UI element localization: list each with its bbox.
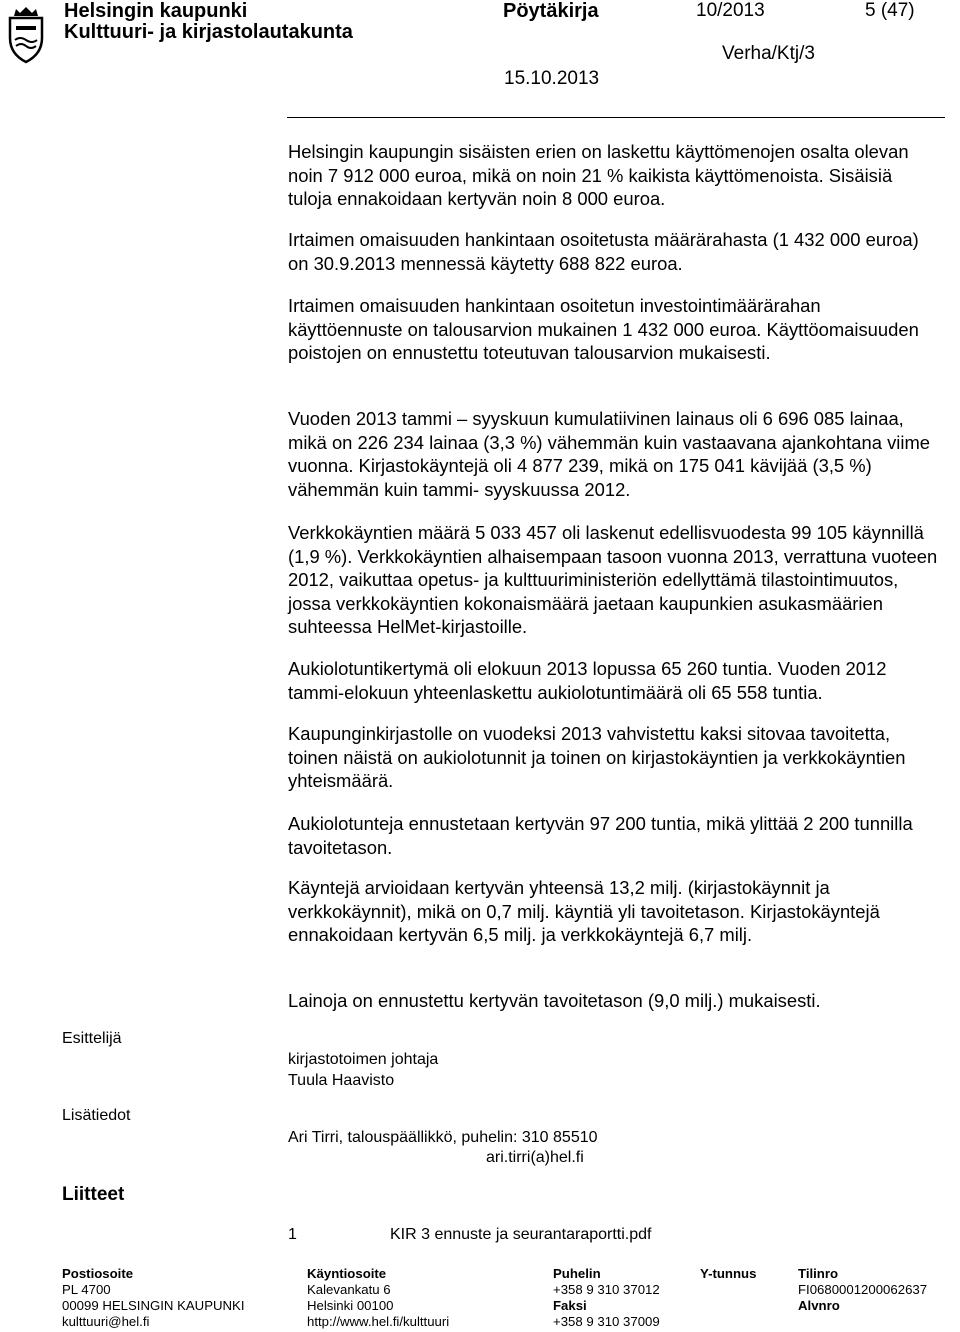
phone-value: +358 9 310 37012	[553, 1282, 660, 1297]
paragraph: Kaupunginkirjastolle on vuodeksi 2013 vahvistettu kaksi sitovaa tavoitetta, toinen näistä on aukiolotunnit ja toinen on kirjastokäyntien ja verkkokäyntien yhteismäärä.	[288, 723, 906, 792]
paragraph: Aukiolotuntikertymä oli elokuun 2013 lopussa 65 260 tuntia. Vuoden 2012 tammi-elokuun yhteenlaskettu aukiolotuntimäärä oli 65 558 tuntia.	[288, 658, 887, 703]
footer-phone	[553, 1266, 660, 1330]
visit-line-1: Kalevankatu 6	[307, 1282, 391, 1297]
footer-bank	[798, 1266, 927, 1314]
paragraph: Lainoja on ennustettu kertyvän tavoitetason (9,0 milj.) mukaisesti.	[288, 990, 821, 1011]
paragraph: Verkkokäyntien määrä 5 033 457 oli laskenut edellisvuodesta 99 105 käynnillä (1,9 %). Verkkokäyntien alhaisempaan tasoon vuonna 2013, verrattuna vuoteen 2012, vaikuttaa opetus- ja kulttuuriministeriön edellyttämä tilastointimuutos, jossa verkkokäyntien kokonaismäärä jaetaan kaupunkien asukasmäärien suhteessa HelMet-kirjastoille.	[288, 522, 938, 638]
paragraph: Irtaimen omaisuuden hankintaan osoitetusta määrärahasta (1 432 000 euroa) on 30.9.2013 mennessä käytetty 688 822 euroa.	[288, 229, 919, 274]
footer-ytunnus	[700, 1266, 756, 1282]
board-name: Kulttuuri- ja kirjastolautakunta	[64, 21, 353, 43]
attachments-label: Liitteet	[62, 1184, 125, 1205]
paragraph: Käyntejä arvioidaan kertyvän yhteensä 13,2 milj. (kirjastokäynnit ja verkkokäynnit), mikä on 0,7 milj. käyntiä yli tavoitetason. Kirjastokäyntejä ennakoidaan kertyvän 6,5 milj. ja verkkokäyntejä 6,7 milj.	[288, 877, 880, 946]
reference-code: Verha/Ktj/3	[722, 43, 815, 64]
postal-line-1: PL 4700	[62, 1282, 111, 1297]
document-type: Pöytäkirja	[503, 0, 599, 22]
attachment-link[interactable]: KIR 3 ennuste ja seurantaraportti.pdf	[390, 1226, 652, 1243]
header-rule	[287, 117, 945, 118]
fax-label: Faksi	[553, 1298, 587, 1313]
document-number: 10/2013	[696, 0, 765, 21]
vat-label: Alvnro	[798, 1298, 840, 1313]
bank-value: FI0680001200062637	[798, 1282, 928, 1297]
visit-label: Käyntiosoite	[307, 1266, 387, 1281]
meeting-date: 15.10.2013	[504, 68, 600, 89]
phone-label: Puhelin	[553, 1266, 601, 1281]
paragraph: Helsingin kaupungin sisäisten erien on laskettu käyttömenojen osalta olevan noin 7 912 000 euroa, mikä on noin 21 % kaikista käyttömenoista. Sisäisiä tuloja ennakoidaan kertyvän noin 8 000 euroa.	[288, 141, 909, 210]
presenter-label: Esittelijä	[62, 1030, 122, 1047]
paragraph: Aukiolotunteja ennustetaan kertyvän 97 200 tuntia, mikä ylittää 2 200 tunnilla tavoitetason.	[288, 813, 913, 858]
ytunnus-label: Y-tunnus	[700, 1266, 757, 1281]
presenter-name: Tuula Haavisto	[288, 1072, 395, 1089]
contact-line: Ari Tirri, talouspäällikkö, puhelin: 310 85510	[288, 1129, 598, 1146]
contact-email: ari.tirri(a)hel.fi	[486, 1149, 584, 1166]
paragraph: Irtaimen omaisuuden hankintaan osoitetun investointimäärärahan käyttöennuste on talousarvion mukainen 1 432 000 euroa. Käyttöomaisuuden poistojen on ennustettu toteutuvan talousarvion mukaisesti.	[288, 295, 919, 364]
footer-postal	[62, 1266, 245, 1330]
more-info-label: Lisätiedot	[62, 1107, 131, 1124]
presenter-title: kirjastotoimen johtaja	[288, 1051, 439, 1068]
attachment-number: 1	[288, 1226, 297, 1243]
page-number: 5 (47)	[865, 0, 915, 21]
postal-label: Postiosoite	[62, 1266, 134, 1281]
paragraph: Vuoden 2013 tammi – syyskuun kumulatiivinen lainaus oli 6 696 085 lainaa, mikä on 226 234 lainaa (3,3 %) vähemmän kuin vastaavana ajankohtana viime vuonna. Kirjastokäyntejä oli 4 877 239, mikä on 175 041 kävijää (3,5 %) vähemmän kuin tammi- syyskuussa 2012.	[288, 408, 931, 500]
postal-email[interactable]: kulttuuri@hel.fi	[62, 1314, 150, 1329]
bank-label: Tilinro	[798, 1266, 839, 1281]
helsinki-coat-of-arms-logo	[4, 4, 48, 64]
visit-url[interactable]: http://www.hel.fi/kulttuuri	[307, 1314, 450, 1329]
city-name: Helsingin kaupunki	[64, 0, 248, 22]
fax-value: +358 9 310 37009	[553, 1314, 660, 1329]
postal-line-2: 00099 HELSINGIN KAUPUNKI	[62, 1298, 245, 1313]
footer-visit	[307, 1266, 449, 1330]
visit-line-2: Helsinki 00100	[307, 1298, 394, 1313]
